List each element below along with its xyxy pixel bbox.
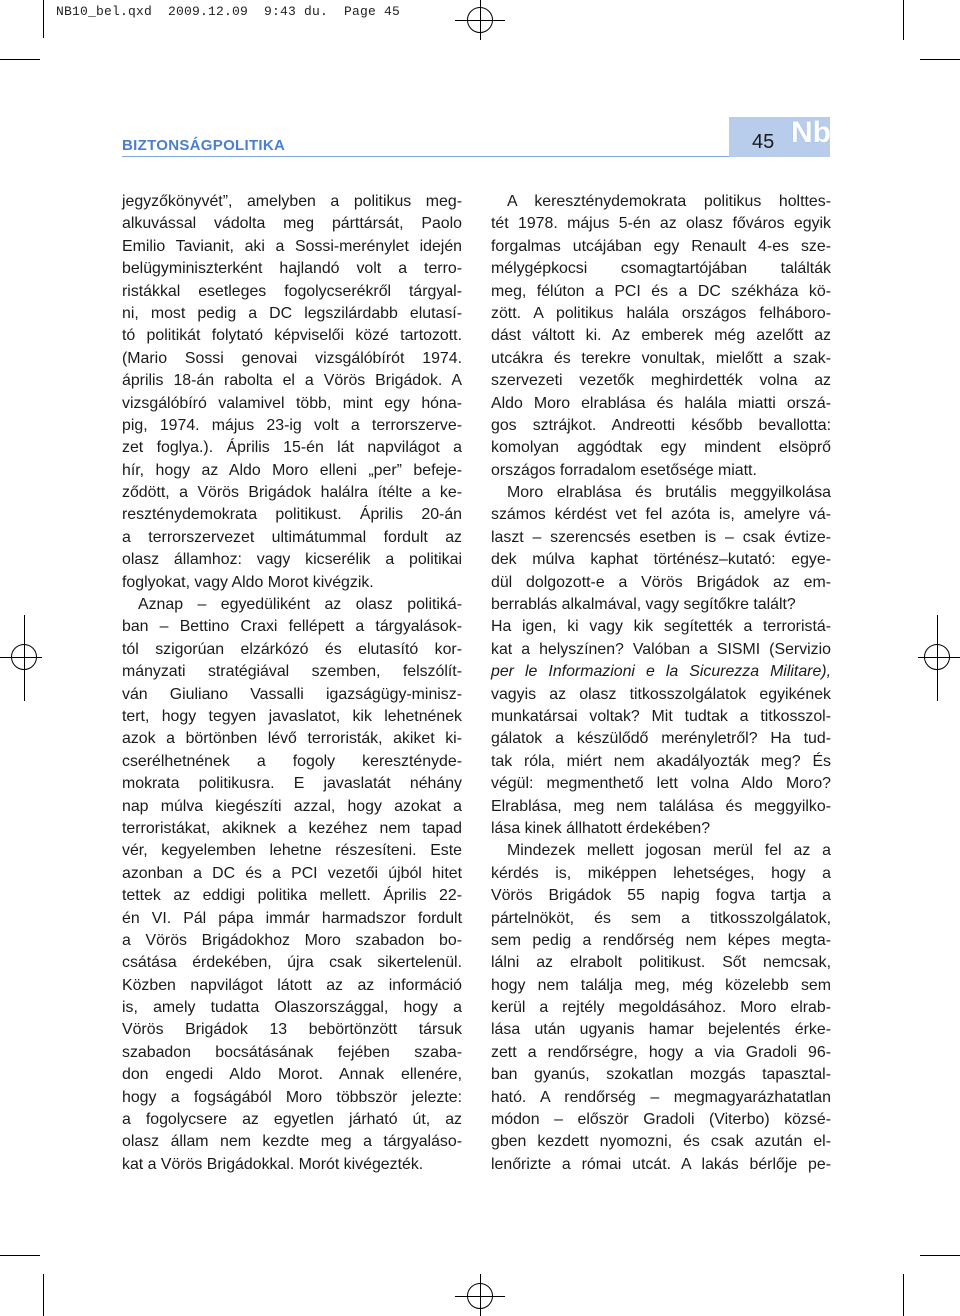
text-line: ződött, a Vörös Brigádok halálra ítélte a ke- — [122, 484, 462, 502]
text-line: berrablás alkalmával, vagy segítőkre talált? — [491, 596, 796, 614]
text-line: a Vörös Brigádokhoz Moro szabadon bo- — [122, 931, 462, 949]
text-line: zett a rendőrségre, hogy a via Gradoli 96- — [491, 1043, 831, 1061]
text-line: reszténydemokrata politikust. Április 20-án — [122, 506, 462, 524]
text-line: végül: megmenthető lett volna Aldo Moro? — [491, 775, 831, 793]
text-line: Emilio Tavianit, aki a Sossi-merénylet idején — [122, 237, 462, 255]
text-line: olasz államhoz: vagy kicserélik a politikai — [122, 551, 462, 569]
text-line: pártelnököt, és sem a titkosszolgálatok, — [491, 909, 831, 927]
text-line: belügyminiszterként hajlandó volt a terro- — [122, 260, 462, 278]
text-line: módon – először Gradoli (Viterbo) közsé- — [491, 1111, 831, 1129]
page-number: 45 — [752, 131, 775, 153]
text-line: kat a Vörös Brigádokkal. Morót kivégezték. — [122, 1155, 424, 1173]
text-line: dást váltott ki. Az emberek még azelőtt az — [491, 327, 831, 345]
text-line: tak róla, miért nem akadályozták meg? És — [491, 752, 831, 770]
text-line: jegyzőkönyvét”, amelyben a politikus meg- — [122, 193, 462, 210]
crop-mark — [0, 1255, 40, 1256]
text-line: meg, félúton a PCI és a DC székháza kö- — [491, 282, 831, 300]
text-line: országos forradalom esetősége miatt. — [491, 461, 757, 479]
text-line: forgalmas utcájában egy Renault 4-es sze- — [491, 237, 831, 255]
text-line: lálni az elrabolt politikust. Sőt nemcsak, — [491, 954, 831, 972]
text-line: gos sztrájkot. Andreotti később bevallotta: — [491, 416, 831, 434]
journal-logo — [789, 118, 829, 156]
text-line: alkuvással vádolta meg párttársát, Paolo — [122, 215, 462, 233]
text-line: lása kinek állhatott érdekében? — [491, 819, 711, 837]
text-line: kérdés is, miképpen lehetséges, hogy a — [491, 864, 831, 882]
text-line: dek múlva kaphat történész–kutató: egye- — [491, 551, 831, 569]
text-line: vagyis az olasz titkosszolgálatok egyikének — [491, 685, 831, 703]
text-line: Aznap – egyedüliként az olasz politiká- — [138, 596, 462, 614]
text-line: don engedi Aldo Morot. Annak ellenére, — [122, 1066, 462, 1084]
crop-mark — [903, 0, 904, 40]
header-rule — [122, 156, 830, 157]
text-line: hogy a fogságából Moro többször jelezte: — [122, 1088, 462, 1106]
text-line: terroristákat, akiknek a kezéhez nem tapad — [122, 819, 462, 837]
right-text-column — [491, 191, 831, 1176]
text-line: munkatársai voltak? Mit tudtak a titkosszol- — [491, 707, 831, 725]
text-line: mélygépkocsi csomagtartójában találták — [491, 260, 831, 278]
text-line: olasz állam nem kezdte meg a tárgyaláso- — [122, 1133, 462, 1151]
text-line: csátása érdekében, újra csak sikertelenül. — [122, 954, 462, 972]
text-line: Vörös Brigádok 55 napig fogva tartja a — [491, 887, 831, 905]
text-line: Elrablása, meg nem találása és meggyilko- — [491, 797, 831, 815]
text-line: per le Informazioni e la Sicurezza Militare), — [491, 663, 831, 681]
text-line: ban – Bettino Craxi fellépett a tárgyalások- — [122, 618, 462, 636]
text-line: Aldo Moro elrablása és halála miatti orszá- — [491, 394, 831, 412]
text-line: számos kérdést vet fel azóta is, amelyre vá- — [491, 506, 831, 524]
text-line: mokrata politikusra. E javaslatát néhány — [122, 775, 462, 793]
text-line: hír, hogy az Aldo Moro elleni „per” befeje- — [122, 461, 462, 479]
text-line: sem pedig a rendőrség nem képes megta- — [491, 931, 831, 949]
text-line: a fogolycsere az egyetlen járható út, az — [122, 1111, 462, 1129]
text-line: Ha igen, ki vagy kik segítették a terroristá- — [491, 618, 831, 636]
slug-line: NB10_bel.qxd 2009.12.09 9:43 du. Page 45 — [56, 4, 401, 19]
text-line: laszt – szerencsés esetben is – csak évtize- — [491, 528, 831, 546]
text-line: Vörös Brigádok 13 bebörtönzött társuk — [122, 1021, 462, 1039]
crop-mark — [920, 59, 960, 60]
text-line: a terrorszervezet ultimátummal fordult az — [122, 528, 462, 546]
crop-mark — [43, 0, 44, 38]
text-line: tó politikát folytató képviselői közé tartozott. — [122, 327, 462, 345]
text-line: én VI. Pál pápa immár harmadszor fordult — [122, 909, 462, 927]
text-line: szabadon bocsátásának fejében szaba- — [122, 1043, 462, 1061]
crop-mark — [920, 1255, 960, 1256]
text-line: pig, 1974. május 23-ig volt a terrorszerve- — [122, 416, 462, 434]
text-line: lása után ugyanis hamar bejelentés érke- — [491, 1021, 831, 1039]
text-line: tól szigorúan elzárkózó és elutasító kor- — [122, 640, 462, 658]
text-line: utcákra és terekre vonultak, mielőtt a szak- — [491, 349, 831, 367]
text-line: azonban a DC és a PCI vezetői újból hitet — [122, 864, 462, 882]
text-line: tettek az eddigi politika mellett. Április 22- — [122, 887, 462, 905]
journal-logo-text: Nb — [791, 116, 831, 149]
text-line: tét 1978. május 5-én az olasz főváros egyik — [491, 215, 831, 233]
text-line: szervezeti vezetők meghirdették volna az — [491, 372, 831, 390]
text-line: gben kezdett nyomozni, és csak azután el- — [491, 1133, 831, 1151]
text-line: (Mario Sossi genovai vizsgálóbírót 1974. — [122, 349, 462, 367]
text-line: is, amely tudatta Olaszországgal, hogy a — [122, 999, 462, 1017]
text-line: azok a börtönben lévő terroristák, akiket ki- — [122, 730, 462, 748]
text-line: nap múlva kiegészíti azzal, hogy azokat a — [122, 797, 462, 815]
text-line: cserélhetnének a fogoly kereszténydе- — [122, 752, 462, 770]
text-line: foglyokat, vagy Aldo Morot kivégzik. — [122, 573, 374, 591]
text-line: ristákkal esetleges fogolycserékről tárgyal- — [122, 282, 462, 300]
text-line: vér, kegyelemben lehetne részesíteni. Este — [122, 842, 462, 860]
text-line: ható. A rendőrség – megmagyarázhatatlan — [491, 1088, 831, 1106]
text-line: vizsgálóbíró valamivel több, mint egy hóna- — [122, 394, 462, 412]
text-line: gálatok a készülődő merényletről? Ha tud- — [491, 730, 831, 748]
text-line: zet foglya.). Április 15-én lát napvilágot a — [122, 439, 462, 457]
left-text-column — [122, 191, 462, 1176]
text-line: hogy nem találja meg, még közelebb sem — [491, 976, 831, 994]
text-line: kat a helyszínen? Valóban a SISMI (Servizio — [491, 640, 831, 658]
text-line: zött. A politikus halála országos felháboro- — [491, 304, 831, 322]
text-line: mányzati stratégiával szemben, felszólít- — [122, 663, 462, 681]
crop-mark — [903, 1274, 904, 1316]
crop-mark — [0, 59, 40, 60]
text-line: A kereszténydemokrata politikus holttes- — [507, 193, 831, 210]
section-label: BIZTONSÁGPOLITIKA — [122, 137, 286, 154]
text-line: Mindezek mellett jogosan merül fel az a — [507, 842, 831, 860]
text-line: Moro elrablása és brutális meggyilkolása — [507, 484, 831, 502]
text-line: Közben napvilágot látott az az információ — [122, 976, 462, 994]
text-line: ni, most pedig a DC legszilárdabb elutasí- — [122, 304, 462, 322]
crop-mark — [43, 1274, 44, 1316]
text-line: április 18-án rabolta el a Vörös Brigádok. A — [122, 372, 462, 390]
text-line: ván Giuliano Vassalli igazságügy-minisz- — [122, 685, 462, 703]
text-line: ban gyanús, szokatlan mozgás tapasztal- — [491, 1066, 831, 1084]
text-line: komolyan aggódtak egy mindent elsöprő — [491, 439, 831, 457]
text-line: kerül a rejtély megoldásához. Moro elrab- — [491, 999, 831, 1017]
text-line: lenőrizte a római utcát. A lakás bérlője pe- — [491, 1155, 831, 1173]
text-line: dül dolgozott-e a Vörös Brigádok az em- — [491, 573, 831, 591]
text-line: tert, hogy tegyen javaslatot, kik lehetnének — [122, 707, 462, 725]
